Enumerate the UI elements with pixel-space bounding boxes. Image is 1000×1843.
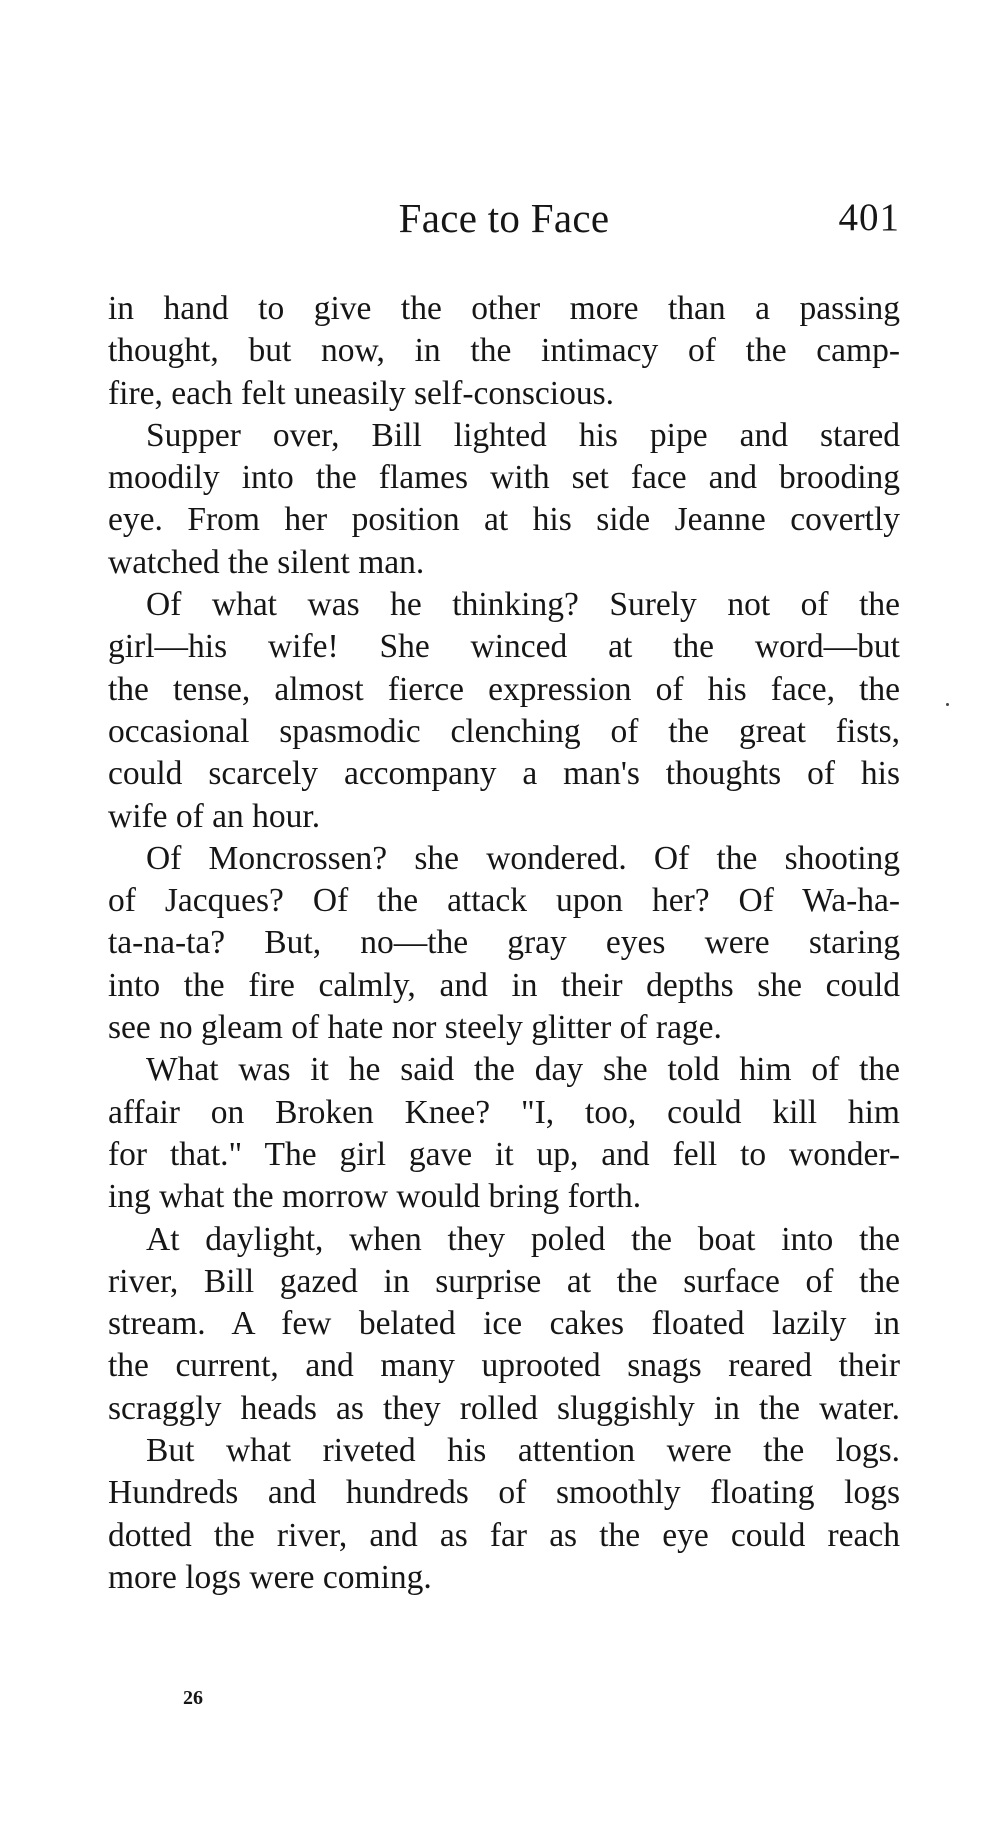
text-line: in hand to give the other more than a passing	[108, 290, 900, 327]
text-line: occasional spasmodic clenching of the great fists,	[108, 712, 900, 750]
text-line: the tense, almost fierce expression of his face, the	[108, 670, 900, 708]
text-line: Supper over, Bill lighted his pipe and stared	[146, 416, 900, 454]
signature-mark: 26	[183, 1687, 203, 1709]
text-line: Of Moncrossen? she wondered. Of the shooting	[146, 839, 900, 877]
paragraph	[108, 1430, 900, 1599]
paper-speck	[946, 703, 949, 706]
paragraph	[108, 288, 900, 415]
text-line: wife of an hour.	[108, 797, 321, 835]
text-line: for that." The girl gave it up, and fell to wonder-	[108, 1135, 900, 1173]
paragraph	[108, 838, 900, 1049]
text-line: stream. A few belated ice cakes floated lazily in	[108, 1305, 900, 1343]
text-line: scraggly heads as they rolled sluggishly in the water.	[108, 1389, 900, 1427]
text-line: ing what the morrow would bring forth.	[108, 1178, 642, 1216]
running-head	[108, 195, 900, 241]
paragraph	[108, 584, 900, 838]
text-line: But what riveted his attention were the logs.	[146, 1432, 900, 1470]
text-line: of Jacques? Of the attack upon her? Of Wa-ha-	[108, 882, 900, 920]
text-line: At daylight, when they poled the boat into the	[146, 1220, 900, 1258]
text-line: fire, each felt uneasily self-conscious.	[108, 374, 615, 412]
text-line: ta-na-ta? But, no—the gray eyes were staring	[108, 924, 900, 962]
text-line: Of what was he thinking? Surely not of the	[146, 586, 900, 624]
body-text	[108, 288, 900, 1599]
paragraph	[108, 1049, 900, 1218]
paragraph	[108, 1219, 900, 1430]
text-line: What was it he said the day she told him of the	[146, 1051, 900, 1089]
text-line: more logs were coming.	[108, 1558, 432, 1596]
paragraph	[108, 415, 900, 584]
text-line: affair on Broken Knee? "I, too, could kill him	[108, 1093, 900, 1131]
text-line: moodily into the flames with set face and brooding	[108, 459, 900, 497]
text-line: into the fire calmly, and in their depths she could	[108, 966, 900, 1004]
text-line: Hundreds and hundreds of smoothly floating logs	[108, 1474, 900, 1512]
text-line: could scarcely accompany a man's thoughts of his	[108, 755, 900, 793]
text-line: watched the silent man.	[108, 543, 425, 581]
text-line: thought, but now, in the intimacy of the camp-	[108, 332, 900, 370]
running-title: Face to Face	[398, 195, 610, 241]
text-line: the current, and many uprooted snags reared their	[108, 1347, 900, 1385]
text-line: river, Bill gazed in surprise at the surface of the	[108, 1262, 900, 1300]
text-line: see no gleam of hate nor steely glitter of rage.	[108, 1009, 722, 1047]
text-line: girl—his wife! She winced at the word—but	[108, 628, 900, 666]
text-line: dotted the river, and as far as the eye could reach	[108, 1516, 900, 1554]
page-number: 401	[838, 196, 900, 239]
text-line: eye. From her position at his side Jeanne covertly	[108, 501, 900, 539]
